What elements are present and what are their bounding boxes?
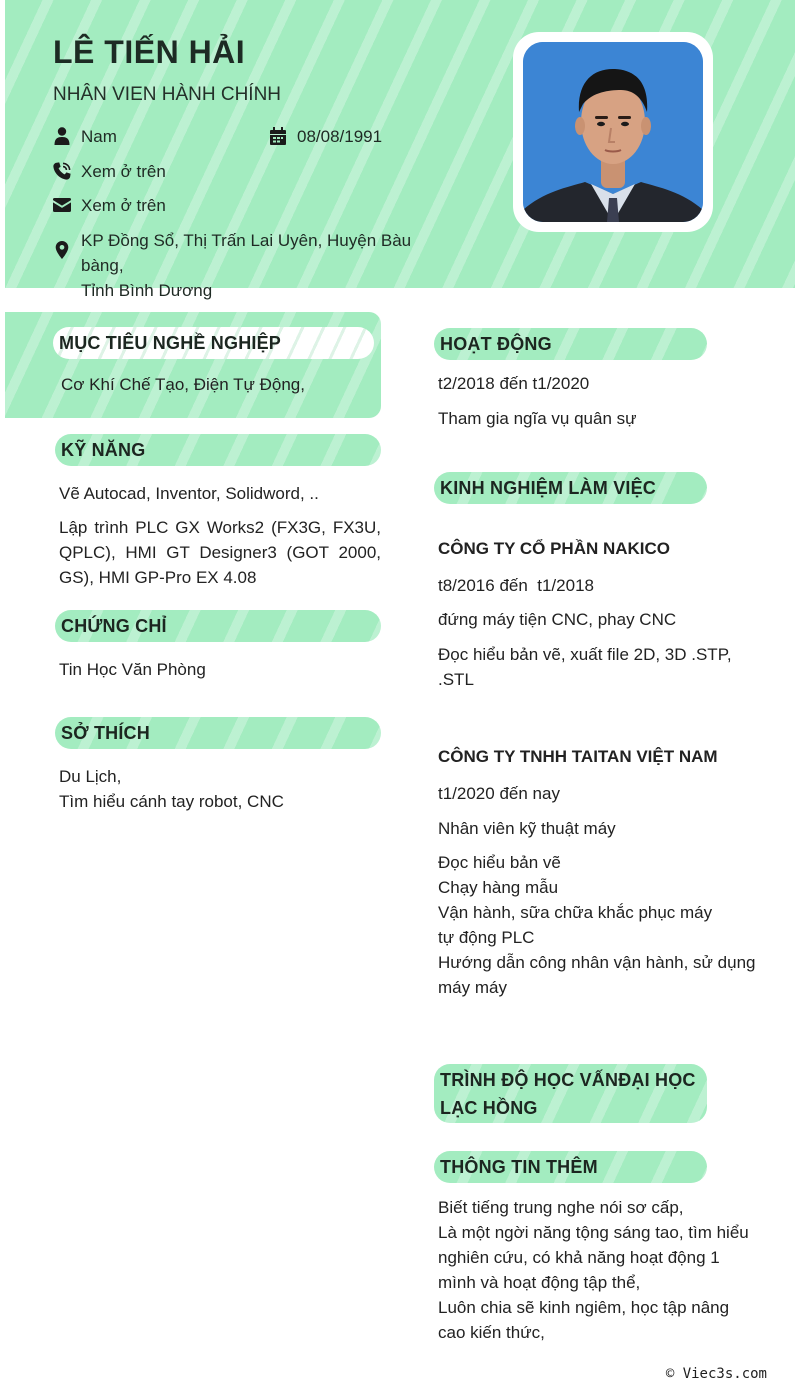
address-row [53,228,453,303]
job-2-company: CÔNG TY TNHH TAITAN VIỆT NAM [438,747,718,766]
job-2-desc-1: Đọc hiểu bản vẽ [438,853,561,872]
gender-value: Nam [81,127,117,146]
certificates-text: Tin Học Văn Phòng [59,660,206,679]
map-pin-icon [53,240,71,260]
job-2-desc-4: Hướng dẫn công nhân vận hành, sử dụng máy máy [438,953,756,997]
envelope-icon [53,195,71,215]
user-icon [53,126,71,146]
activities-title: HOẠT ĐỘNG [434,328,707,360]
certificates-title: CHỨNG CHỈ [55,610,381,642]
experience-title: KINH NGHIỆM LÀM VIỆC [434,472,707,504]
email-value: Xem ở trên [81,196,166,215]
candidate-name: LÊ TIẾN HẢI [53,34,246,70]
portrait-photo [523,42,703,222]
calendar-icon [269,126,287,146]
birthday-value: 08/08/1991 [297,127,383,146]
copyright-footer: © Viec3s.com [665,1366,767,1382]
hobbies-title: SỞ THÍCH [55,717,381,749]
job-1-role: đứng máy tiện CNC, phay CNC [438,610,677,629]
more-info-line-1: Biết tiếng trung nghe nói sơ cấp, [438,1198,684,1217]
job-1-company: CÔNG TY CỔ PHẦN NAKICO [438,539,671,558]
address-value [81,228,453,303]
photo-frame [513,32,713,232]
email-row [53,193,166,218]
job-2-desc [438,850,758,1000]
candidate-position: NHÂN VIEN HÀNH CHÍNH [53,84,282,105]
more-info-line-3: Luôn chia sẽ kinh ngiêm, học tập nâng cao kiến thức, [438,1298,730,1342]
job-2-desc-2: Chạy hàng mẫu [438,878,559,897]
education-title: TRÌNH ĐỘ HỌC VẤNĐẠI HỌC LẠC HỒNG [434,1064,707,1123]
address-line-2: Tỉnh Bình Dương [81,281,213,300]
hobbies-text [59,764,381,814]
phone-row [53,159,166,184]
objective-title: MỤC TIÊU NGHỀ NGHIỆP [53,327,374,359]
job-2-desc-3: Vận hành, sữa chữa khắc phục máy tự động PLC [438,903,713,947]
activities-desc: Tham gia ngĩa vụ quân sự [438,409,637,428]
cv-header [5,0,795,300]
phone-value: Xem ở trên [81,162,166,181]
job-1-desc: Đọc hiểu bản vẽ, xuất file 2D, 3D .STP, .STL [438,645,732,689]
skills-item-1: Vẽ Autocad, Inventor, Solidword, .. [59,484,319,503]
objective-text: Cơ Khí Chế Tạo, Điện Tự Động, [61,375,305,394]
avatar [523,42,703,222]
hobby-line-1: Du Lịch, [59,767,122,786]
skills-title: KỸ NĂNG [55,434,381,466]
job-1-time: t8/2016 đến t1/2018 [438,576,594,595]
more-info-line-2: Là một ngời năng tộng sáng tao, tìm hiểu nghiên cứu, có khả năng hoạt động 1 mình và hoạt động tập thể, [438,1223,749,1292]
address-line-1: KP Đồng Sổ, Thị Trấn Lai Uyên, Huyện Bàu bàng, [81,231,412,275]
hobby-line-2: Tìm hiểu cánh tay robot, CNC [59,792,284,811]
skills-item-2: Lập trình PLC GX Works2 (FX3G, FX3U, QPLC), HMI GT Designer3 (GOT 2000, GS), HMI GP-Pro EX 4.08 [59,518,381,587]
activities-time: t2/2018 đến t1/2020 [438,374,590,393]
birthday-row [269,124,382,149]
job-2-time: t1/2020 đến nay [438,784,560,803]
more-info-title: THÔNG TIN THÊM [434,1151,707,1183]
gender-row [53,124,117,149]
more-info-text [438,1195,758,1345]
phone-icon [53,161,71,181]
job-2-role: Nhân viên kỹ thuật máy [438,819,616,838]
